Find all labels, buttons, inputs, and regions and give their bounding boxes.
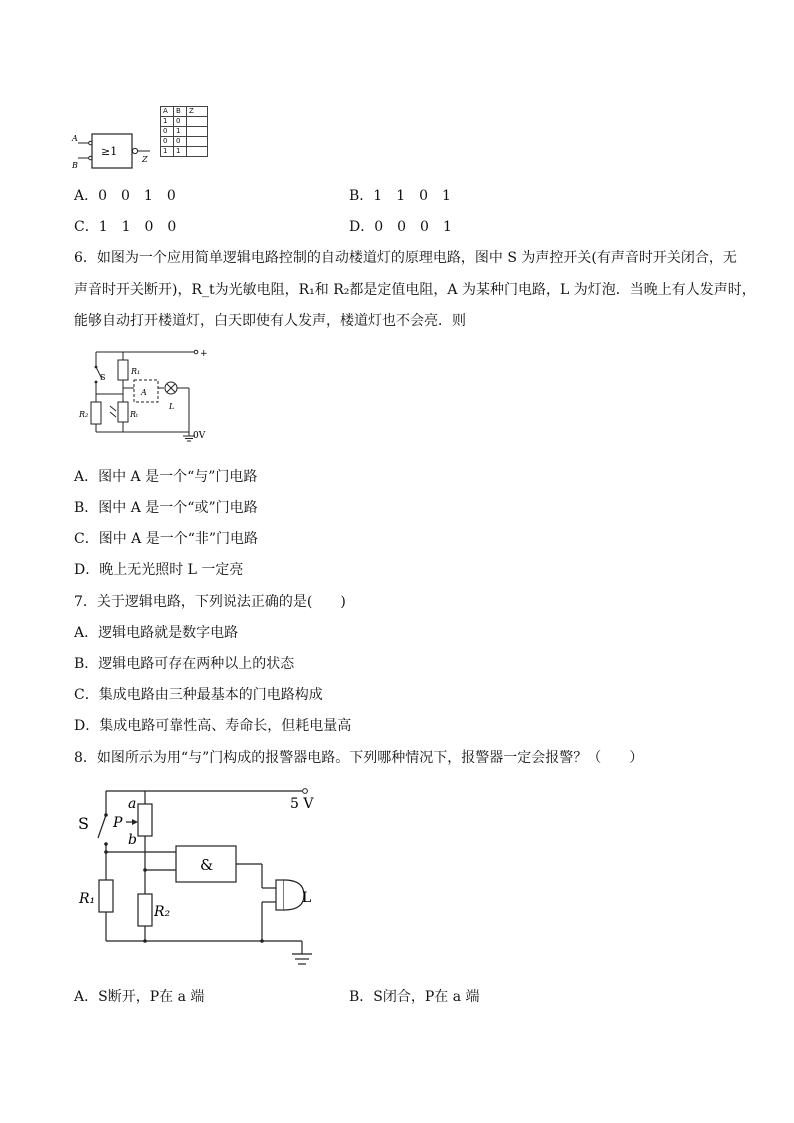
- q6-stem-line-3: 能够自动打开楼道灯，白天即使有人发声，楼道灯也不会亮．则: [74, 313, 466, 329]
- q5-option-a[interactable]: A．0 0 1 0: [74, 188, 176, 204]
- q6-photoresistor-rt: [118, 402, 128, 422]
- q6-plus-label: +: [200, 349, 208, 359]
- q8-a-label: a: [128, 796, 137, 812]
- q7-option-b[interactable]: B．逻辑电路可存在两种以上的状态: [74, 656, 295, 672]
- q8-alarm-label: L: [302, 890, 312, 906]
- q6-r1-label: R₁: [131, 367, 141, 376]
- table-cell: [187, 127, 208, 137]
- q6-gate-label: A: [141, 388, 147, 397]
- q8-r1-label: R₁: [79, 891, 96, 907]
- q6-circuit-diagram: [76, 344, 226, 444]
- q8-b-label: b: [128, 832, 137, 848]
- table-cell: 1: [174, 127, 187, 137]
- q7-option-d[interactable]: D．集成电路可靠性高、寿命长，但耗电量高: [74, 718, 352, 734]
- q6-lamp-label: L: [169, 402, 175, 411]
- q6-stem-line-1: 6．如图为一个应用简单逻辑电路控制的自动楼道灯的原理电路，图中 S 为声控开关(有声音时开关闭合，无: [74, 250, 737, 266]
- table-cell: 0: [161, 137, 174, 147]
- q6-option-a[interactable]: A．图中 A 是一个“与”门电路: [74, 469, 258, 485]
- table-header-cell: Z: [187, 107, 208, 117]
- q8-gate-label: &: [200, 856, 214, 874]
- table-row: [161, 127, 208, 137]
- q5-gate-diagram: [68, 128, 168, 174]
- q6-option-c[interactable]: C．图中 A 是一个“非”门电路: [74, 531, 259, 547]
- q6-resistor-r2: [91, 402, 101, 424]
- table-cell: 1: [161, 117, 174, 127]
- table-row: [161, 117, 208, 127]
- q8-option-b[interactable]: B．S闭合，P在 a 端: [349, 989, 480, 1005]
- q8-switch: [98, 815, 106, 838]
- q8-alarm: [276, 880, 284, 910]
- table-header-cell: B: [174, 107, 187, 117]
- table-cell: 1: [161, 147, 174, 157]
- q8-slider-label: P: [113, 815, 123, 831]
- table-cell: [187, 147, 208, 157]
- table-cell: [187, 137, 208, 147]
- table-header-row: [161, 107, 208, 117]
- q5-input-b-label: B: [72, 161, 78, 170]
- q5-gate-symbol: ≥1: [101, 145, 118, 158]
- table-cell: 0: [174, 137, 187, 147]
- q7-stem: 7．关于逻辑电路，下列说法正确的是( ): [74, 594, 346, 610]
- q7-option-a[interactable]: A．逻辑电路就是数字电路: [74, 625, 239, 641]
- q6-switch-label: S: [100, 373, 106, 382]
- q6-r2-label: R₂: [79, 410, 89, 419]
- table-cell: 0: [174, 117, 187, 127]
- table-cell: 1: [174, 147, 187, 157]
- q7-option-c[interactable]: C．集成电路由三种最基本的门电路构成: [74, 687, 323, 703]
- table-cell: [187, 117, 208, 127]
- table-row: [161, 147, 208, 157]
- q8-circuit-diagram: [76, 784, 336, 974]
- q5-output-label: Z: [142, 155, 148, 164]
- q8-potentiometer: [138, 804, 152, 836]
- q6-option-d[interactable]: D．晚上无光照时 L 一定亮: [74, 562, 244, 578]
- table-header-cell: A: [161, 107, 174, 117]
- q8-switch-label: S: [78, 814, 89, 833]
- q8-voltage-label: 5 V: [290, 796, 314, 812]
- table-row: [161, 137, 208, 147]
- q6-ground-label: 0V: [193, 431, 206, 441]
- q5-option-c[interactable]: C．1 1 0 0: [74, 219, 177, 235]
- q8-r2-label: R₂: [154, 904, 171, 920]
- q8-resistor-r2: [138, 894, 152, 926]
- table-cell: 0: [161, 127, 174, 137]
- q6-rt-label: Rₜ: [130, 410, 138, 419]
- q8-option-a[interactable]: A．S断开，P在 a 端: [74, 989, 205, 1005]
- q8-resistor-r1: [99, 880, 113, 912]
- q5-option-b[interactable]: B．1 1 0 1: [349, 188, 451, 204]
- q6-option-b[interactable]: B．图中 A 是一个“或”门电路: [74, 500, 258, 516]
- q5-input-a-label: A: [72, 134, 78, 143]
- q5-truth-table: [160, 106, 208, 157]
- q8-stem: 8．如图所示为用“与”门构成的报警器电路。下列哪种情况下，报警器一定会报警？（ ）: [74, 750, 644, 766]
- q5-option-d[interactable]: D．0 0 0 1: [349, 219, 452, 235]
- q6-resistor-r1: [118, 360, 128, 380]
- q6-stem-line-2: 声音时开关断开)，R_t为光敏电阻，R₁和 R₂都是定值电阻，A 为某种门电路，L 为灯泡．当晚上有人发声时，: [74, 282, 756, 298]
